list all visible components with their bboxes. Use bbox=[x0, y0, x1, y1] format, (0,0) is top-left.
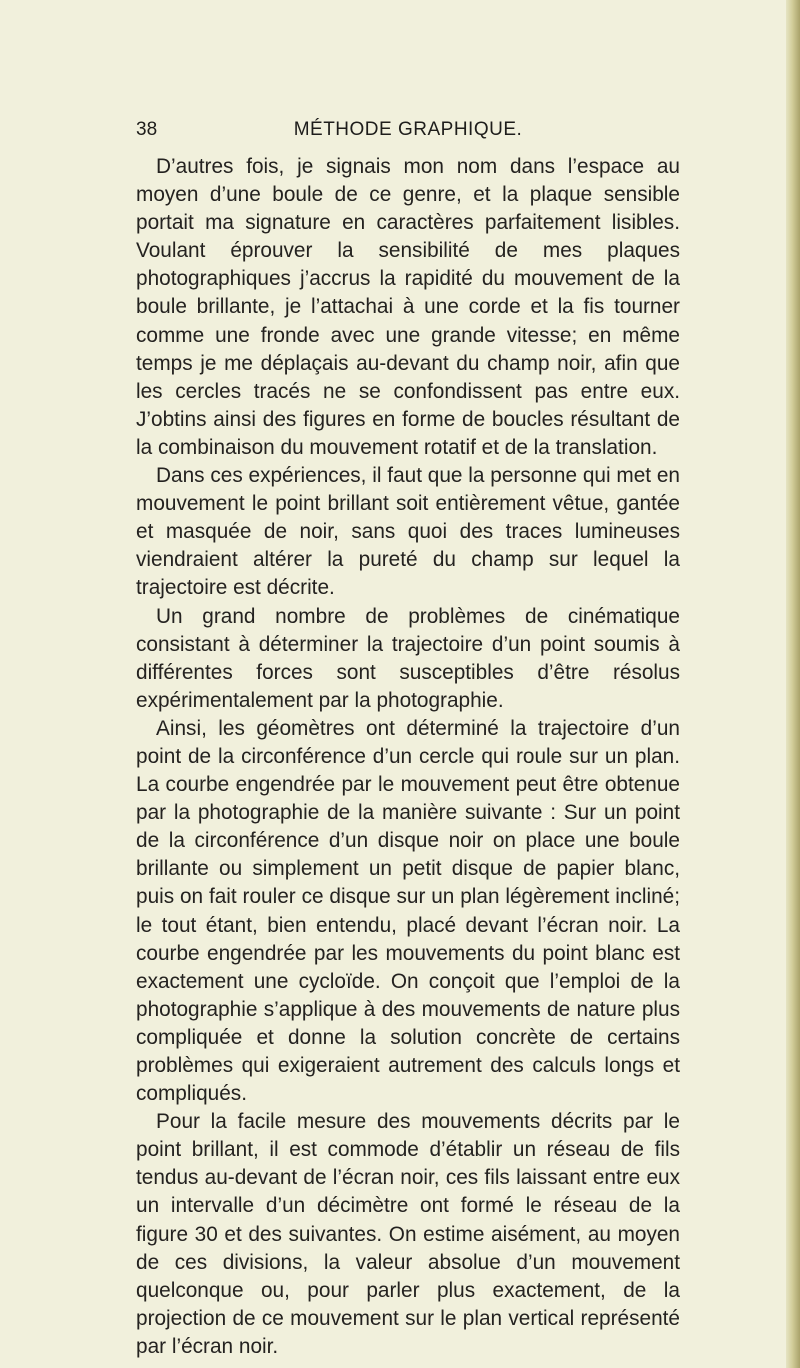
page-title: MÉTHODE GRAPHIQUE. bbox=[293, 119, 523, 140]
book-page bbox=[136, 108, 680, 1361]
page-number: 38 bbox=[136, 119, 158, 140]
paragraph-signature: D’autres fois, je signais mon nom dans l’espace au moyen d’une boule de ce genre, et la plaque sensible portait ma signature en caractères parfaitement lisibles. Voulant éprouver la sensibilité de mes plaques photographiques j’accrus la rapidité du mouvement de la boule brillante, je l’attachai à une corde et la fis tourner comme une fronde avec une grande vitesse; en même temps je me déplaçais au-devant du champ noir, afin que les cercles tracés ne se confondissent pas entre eux. J’obtins ainsi des figures en forme de boucles résultant de la combinaison du mouvement rotatif et de la translation. bbox=[136, 155, 680, 459]
body-text bbox=[136, 153, 680, 1361]
running-head bbox=[136, 108, 680, 140]
page-edge bbox=[786, 0, 800, 1368]
paragraph-black-clothing: Dans ces expériences, il faut que la personne qui met en mouvement le point brillant soit entièrement vêtue, gantée et masquée de noir, sans quoi des traces lumineuses viendraient altérer la pureté du champ sur lequel la trajectoire est décrite. bbox=[136, 464, 680, 600]
paragraph-kinematics: Un grand nombre de problèmes de cinématique consistant à déterminer la trajectoire d’un point soumis à différentes forces sont susceptibles d’être résolus expérimentalement par la photographie. bbox=[136, 604, 680, 712]
paragraph-wire-grid: Pour la facile mesure des mouvements décrits par le point brillant, il est commode d’établir un réseau de fils tendus au-devant de l’écran noir, ces fils laissant entre eux un intervalle d’un décimètre ont formé le réseau de la figure 30 et des suivantes. On estime aisément, au moyen de ces divisions, la valeur absolue d’un mouvement quelconque ou, pour parler plus exactement, de la projection de ce mouvement sur le plan vertical représenté par l’écran noir. bbox=[136, 1110, 680, 1358]
paragraph-cycloid: Ainsi, les géomètres ont déterminé la trajectoire d’un point de la circonférence d’un cercle qui roule sur un plan. La courbe engendrée par le mouvement peut être obtenue par la photographie de la manière suivante : Sur un point de la circonférence d’un disque noir on place une boule brillante ou simplement un petit disque de papier blanc, puis on fait rouler ce disque sur un plan légèrement incliné; le tout étant, bien entendu, placé devant l’écran noir. La courbe engendrée par les mouvements du point blanc est exactement une cycloïde. On conçoit que l’emploi de la photographie s’applique à des mouvements de nature plus compliquée et donne la solution concrète de certains problèmes qui exigeraient autrement des calculs longs et compliqués. bbox=[136, 716, 680, 1106]
